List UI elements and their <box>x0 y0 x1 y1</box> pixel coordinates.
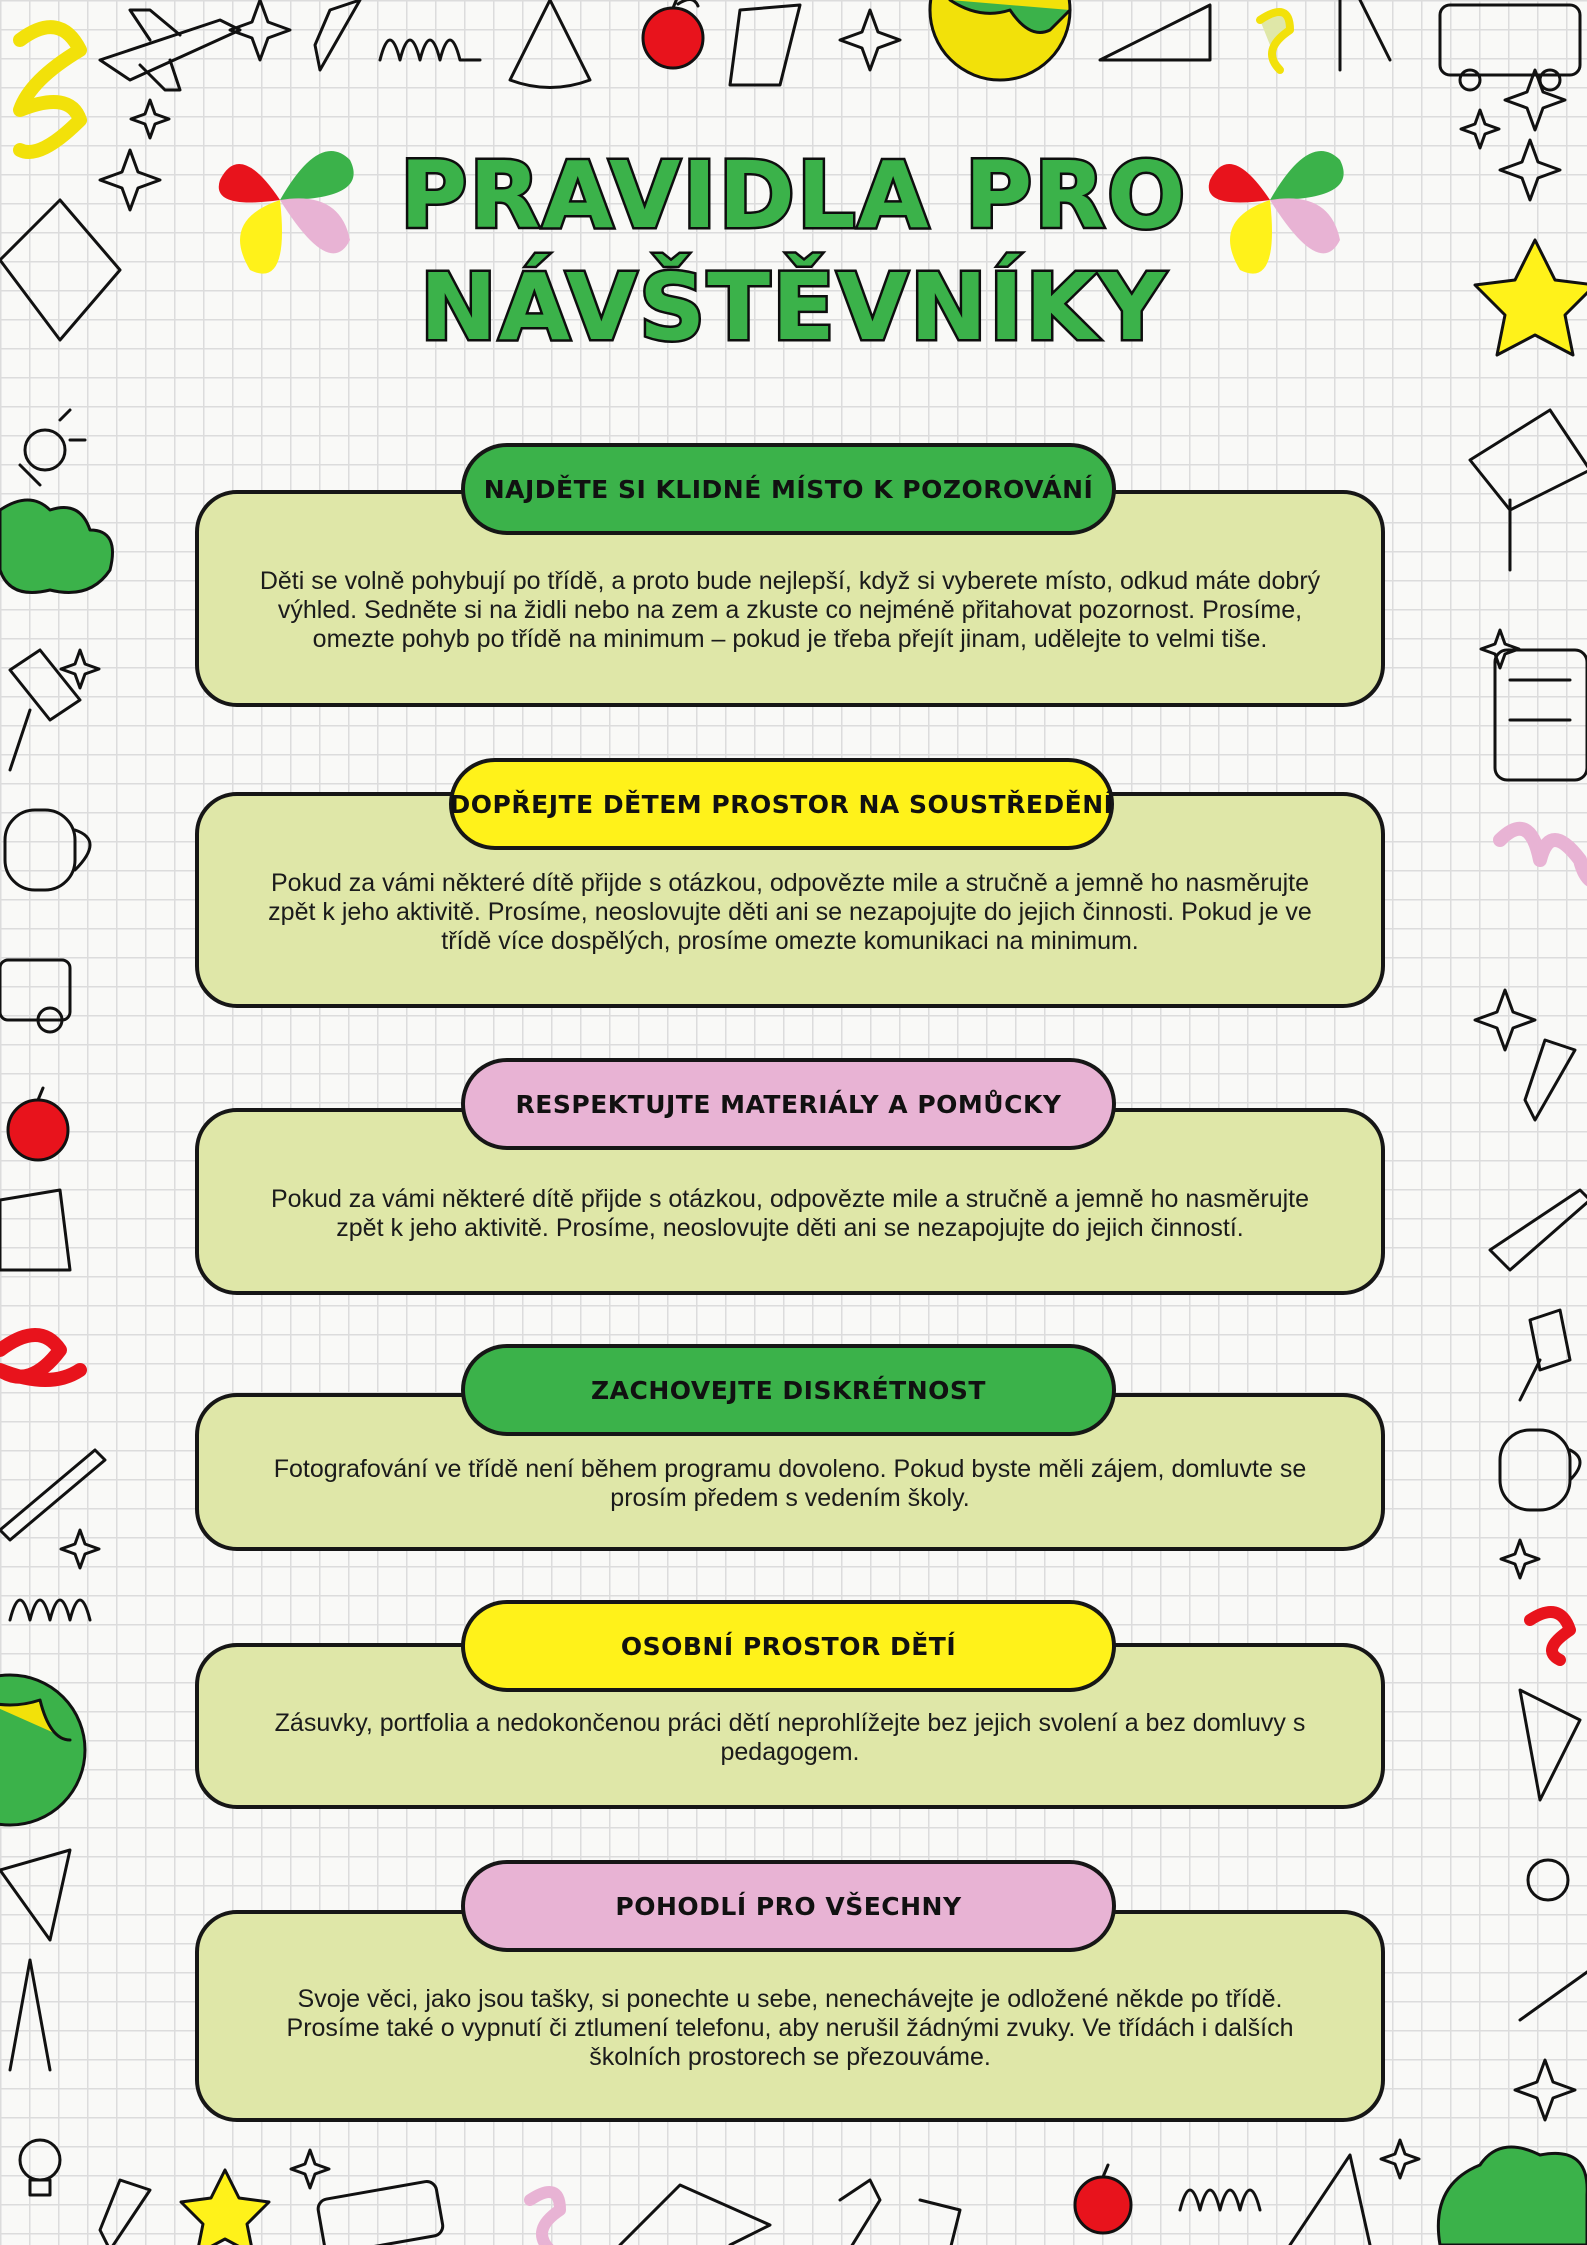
shape-icon <box>0 1190 70 1270</box>
star-icon <box>840 10 900 70</box>
page-title <box>0 140 1587 364</box>
spiral-icon <box>1530 1612 1570 1660</box>
star-icon <box>1505 70 1565 130</box>
globe-icon <box>0 1675 85 1825</box>
loop-icon <box>10 1600 90 1620</box>
star-icon <box>1475 990 1535 1050</box>
rule-heading-label: OSOBNÍ PROSTOR DĚTÍ <box>620 1631 957 1661</box>
compass-icon <box>10 1960 50 2070</box>
rule-heading <box>461 1058 1116 1150</box>
rule-heading <box>461 1344 1116 1436</box>
pencil-icon <box>1525 1040 1575 1120</box>
rule-text: Pokud za vámi některé dítě přijde s otázkou, odpovězte mile a stručně a jemně ho nasměrujte zpět k jeho aktivitě. Prosíme, neoslovujte děti ani se nezapojujte do jejich činnosti. Pokud je ve třídě více dospělých, prosíme omezte komunikaci na minimum. <box>268 868 1312 955</box>
book-icon <box>620 2185 770 2245</box>
rule-heading-label: NAJDĚTE SI KLIDNÉ MÍSTO K POZOROVÁNÍ <box>483 474 1094 504</box>
rule-text: Fotografování ve třídě není během programu dovoleno. Pokud byste měli zájem, domluvte se prosím předem s vedením školy. <box>273 1455 1307 1512</box>
star-icon <box>1381 2140 1419 2178</box>
paper-plane-icon <box>0 1850 70 1940</box>
pin-icon <box>10 650 80 770</box>
rule-text: Svoje věci, jako jsou tašky, si ponechte u sebe, nenechávejte je odložené někde po třídě. Prosíme také o vypnutí či ztlumení telefonu, aby nerušil žádnými zvuky. Ve třídách i dalších školních prostorech se přezouváme. <box>286 1984 1294 2071</box>
cone-icon <box>1520 1690 1580 1800</box>
spiral-icon <box>530 2192 560 2245</box>
rule-text: Děti se volně pohybují po třídě, a proto bude nejlepší, když si vyberete místo, odkud máte dobrý výhled. Sedněte si na židli nebo na zem a zkuste co nejméně přitahovat pozornost. Prosíme, omezte pohyb po třídě na minimum – pokud je třeba přejít jinam, udělejte to velmi tiše. <box>259 567 1321 653</box>
cloud-icon <box>1438 2147 1587 2245</box>
rule-heading <box>461 1600 1116 1692</box>
shape-icon <box>730 5 800 85</box>
rule-heading-label: RESPEKTUJTE MATERIÁLY A POMŮCKY <box>515 1089 1062 1119</box>
spiral-icon <box>20 27 80 152</box>
rule-heading <box>449 758 1114 850</box>
rule-text: Zásuvky, portfolia a nedokončenou práci dětí neprohlížejte bez jejich svolení a bez domluvy s pedagogem. <box>274 1709 1306 1766</box>
pin-icon <box>920 2200 960 2245</box>
pen-icon <box>0 1450 105 1540</box>
lightbulb-icon <box>20 410 85 485</box>
protractor-icon <box>1290 2155 1370 2245</box>
globe-icon <box>930 0 1070 80</box>
spiral-icon <box>0 1335 80 1380</box>
triangle-icon <box>1100 5 1210 60</box>
star-icon <box>61 1530 99 1568</box>
title-line-1: PRAVIDLA PRO <box>399 142 1188 249</box>
mug-icon <box>1500 1430 1580 1510</box>
airplane-icon <box>1490 1190 1587 1270</box>
rule-heading-label: DOPŘEJTE DĚTEM PROSTOR NA SOUSTŘEDĚNÍ <box>449 789 1114 819</box>
apple-icon <box>8 1088 68 1160</box>
rule-heading-label: ZACHOVEJTE DISKRÉTNOST <box>591 1375 986 1405</box>
bus-icon <box>0 960 70 1032</box>
graduation-cap-icon <box>1470 410 1587 570</box>
bus-icon <box>1440 5 1580 90</box>
cone-icon <box>510 0 590 88</box>
compass-icon <box>1340 0 1390 70</box>
star-icon <box>131 100 169 138</box>
title-line-2: NÁVŠTĚVNÍKY <box>419 254 1168 361</box>
pen-icon <box>1520 1970 1587 2020</box>
rule-heading-label: POHODLÍ PRO VŠECHNY <box>615 1891 962 1921</box>
loop-icon <box>380 40 480 60</box>
rule-heading <box>461 443 1116 535</box>
pencil-icon <box>840 2180 880 2245</box>
star-icon <box>181 2170 269 2245</box>
star-icon <box>1515 2060 1575 2120</box>
star-icon <box>1501 1540 1539 1578</box>
spiral-icon <box>1500 829 1587 883</box>
bus-icon <box>317 2180 445 2245</box>
star-icon <box>291 2150 329 2188</box>
rule-heading <box>461 1860 1116 1952</box>
mug-icon <box>5 810 90 890</box>
airplane-icon <box>100 10 240 90</box>
cloud-icon <box>0 500 113 593</box>
pencil-icon <box>100 2180 150 2245</box>
lightbulb-icon <box>20 2140 60 2195</box>
calculator-icon <box>1495 650 1587 780</box>
pencil-icon <box>315 0 360 70</box>
pin-icon <box>1520 1310 1570 1400</box>
apple-icon <box>643 0 703 68</box>
apple-icon <box>1075 2165 1131 2233</box>
loop-icon <box>1180 2190 1260 2210</box>
rule-text: Pokud za vámi některé dítě přijde s otázkou, odpovězte mile a stručně a jemně ho nasměrujte zpět k jeho aktivitě. Prosíme, neoslovujte děti ani se nezapojujte do jejich činností. <box>270 1184 1310 1242</box>
spiral-icon <box>1260 12 1290 70</box>
lightbulb-icon <box>1528 1860 1568 1900</box>
